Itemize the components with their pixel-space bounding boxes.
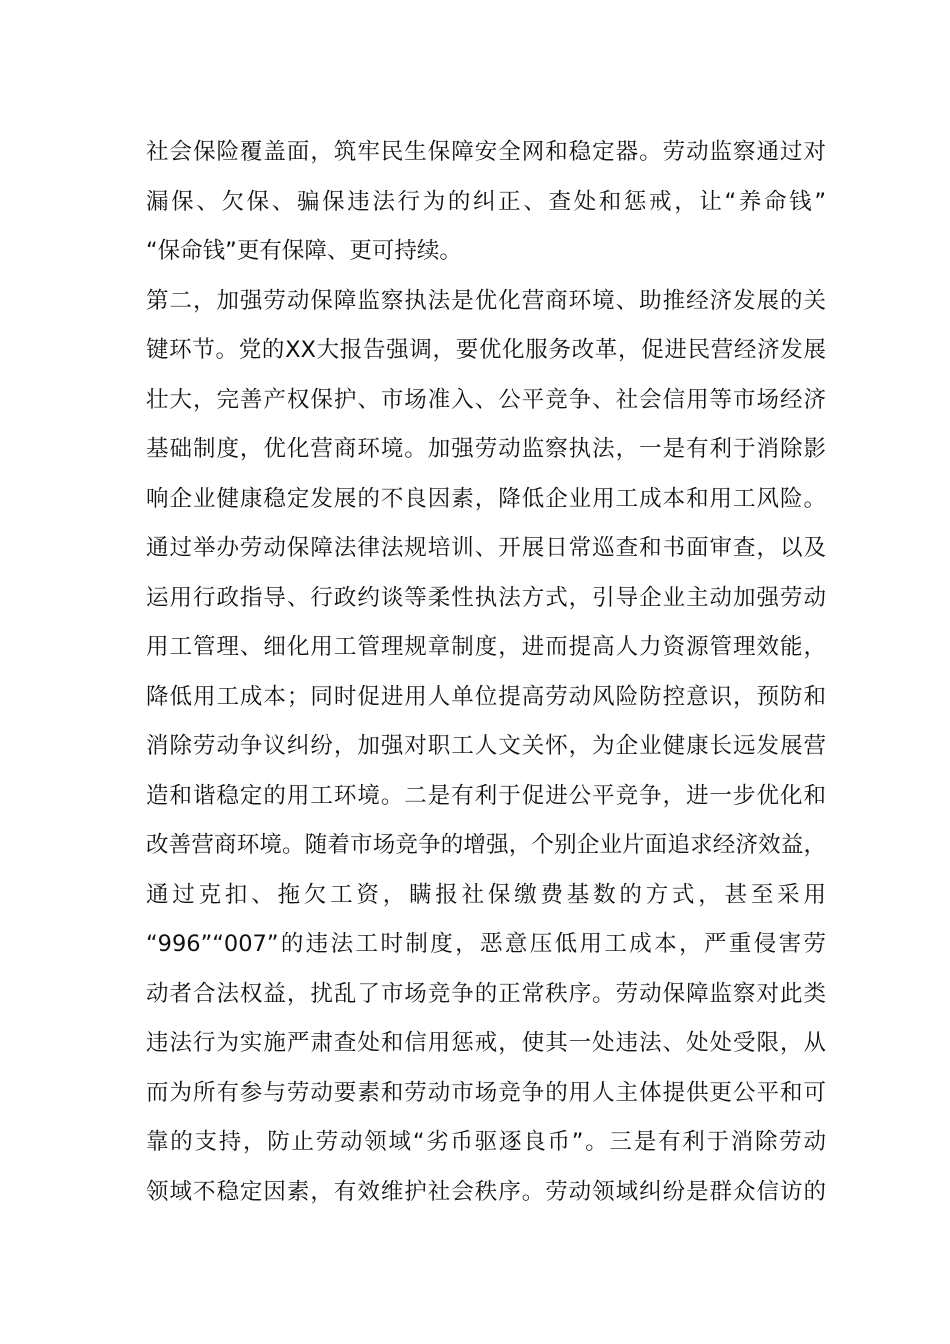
text-line: “保命钱”更有保障、更可持续。 bbox=[146, 238, 462, 264]
text-line: 降低用工成本；同时促进用人单位提高劳动风险防控意识，预防和 bbox=[146, 683, 826, 710]
text-line: 改善营商环境。随着市场竞争的增强，个别企业片面追求经济效益， bbox=[146, 832, 826, 858]
text-line: 基础制度，优化营商环境。加强劳动监察执法，一是有利于消除影 bbox=[146, 436, 826, 462]
text-line: 消除劳动争议纠纷，加强对职工人文关怀，为企业健康长远发展营 bbox=[146, 733, 826, 759]
text-line: 通过举办劳动保障法律法规培训、开展日常巡查和书面审查，以及 bbox=[146, 535, 826, 561]
text-line: 用工管理、细化用工管理规章制度，进而提高人力资源管理效能， bbox=[146, 634, 826, 660]
text-line: 键环节。党的XX大报告强调，要优化服务改革，促进民营经济发展 bbox=[146, 337, 826, 363]
text-line: 靠的支持，防止劳动领域“劣币驱逐良币”。三是有利于消除劳动 bbox=[146, 1129, 826, 1155]
text-line: 运用行政指导、行政约谈等柔性执法方式，引导企业主动加强劳动 bbox=[146, 584, 826, 611]
text-line: 响企业健康稳定发展的不良因素，降低企业用工成本和用工风险。 bbox=[146, 485, 826, 512]
text-line: 造和谐稳定的用工环境。二是有利于促进公平竞争，进一步优化和 bbox=[146, 782, 826, 809]
text-line: 动者合法权益，扰乱了市场竞争的正常秩序。劳动保障监察对此类 bbox=[146, 980, 826, 1007]
text-line: “996”“007”的违法工时制度，恶意压低用工成本，严重侵害劳 bbox=[146, 931, 826, 957]
text-line: 漏保、欠保、骗保违法行为的纠正、查处和惩戒，让“养命钱” bbox=[146, 188, 826, 215]
text-line: 领域不稳定因素，有效维护社会秩序。劳动领域纠纷是群众信访的 bbox=[146, 1178, 826, 1205]
text-line: 壮大，完善产权保护、市场准入、公平竞争、社会信用等市场经济 bbox=[146, 386, 826, 413]
text-line: 违法行为实施严肃查处和信用惩戒，使其一处违法、处处受限，从 bbox=[146, 1030, 826, 1056]
text-line: 通过克扣、拖欠工资，瞒报社保缴费基数的方式，甚至采用 bbox=[146, 881, 826, 908]
text-line: 而为所有参与劳动要素和劳动市场竞争的用人主体提供更公平和可 bbox=[146, 1079, 826, 1106]
text-line: 社会保险覆盖面，筑牢民生保障安全网和稳定器。劳动监察通过对 bbox=[146, 139, 826, 165]
text-line: 第二，加强劳动保障监察执法是优化营商环境、助推经济发展的关 bbox=[146, 287, 826, 314]
body-text bbox=[146, 128, 826, 1217]
